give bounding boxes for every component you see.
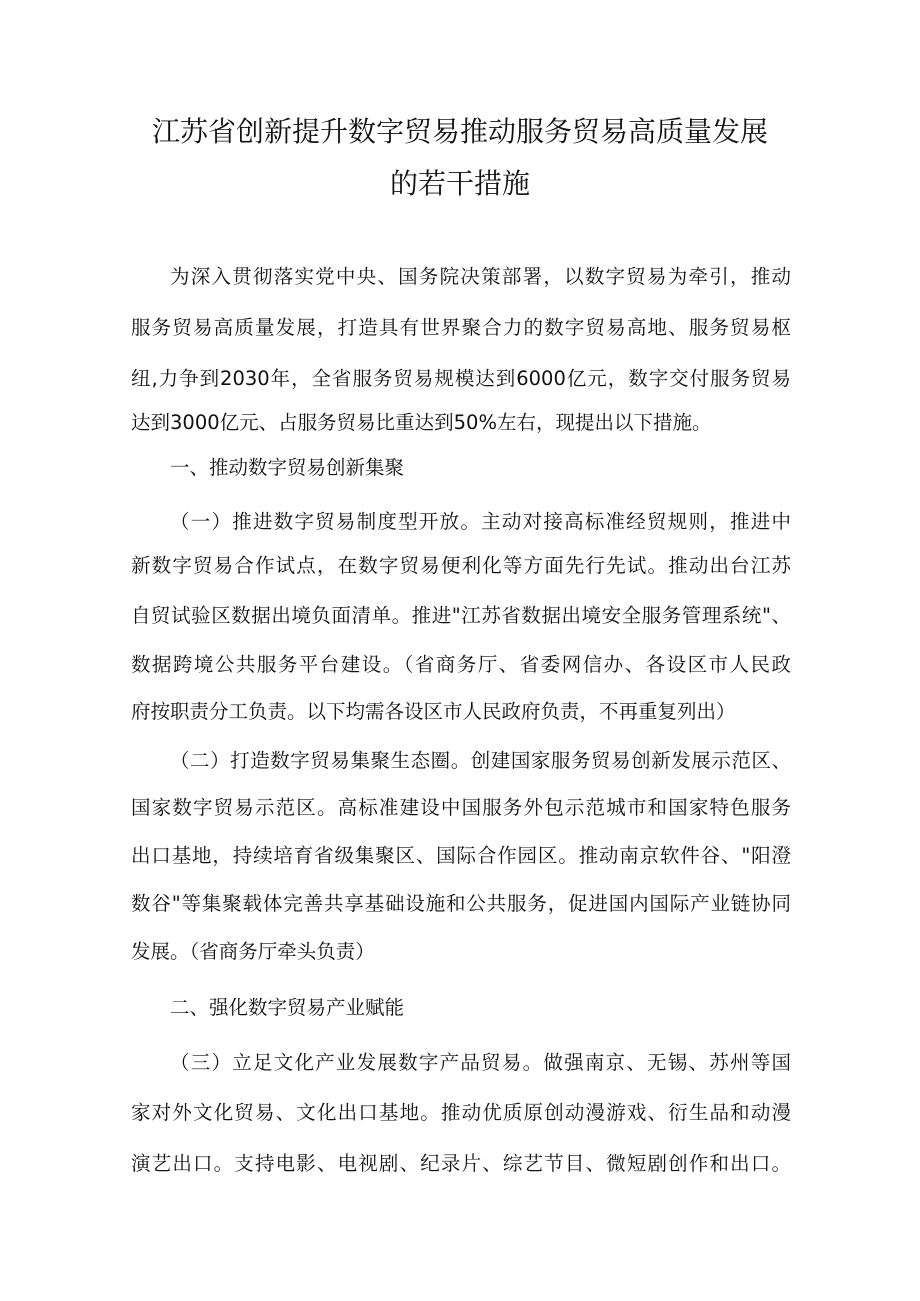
paragraph-line: 数据跨境公共服务平台建设。（省商务厅、省委网信办、各设区市人民政: [131, 653, 791, 676]
paragraph-line: 府按职责分工负责。以下均需各设区市人民政府负责，不再重复列出）: [131, 700, 736, 723]
section-heading: 二、强化数字贸易产业赋能: [170, 996, 405, 1019]
paragraph-line: 自贸试验区数据出境负面清单。推进"江苏省数据出境安全服务管理系统"、: [131, 604, 791, 627]
paragraph-line: 发展。（省商务厅牵头负责）: [131, 940, 375, 963]
paragraph-line: （一）推进数字贸易制度型开放。主动对接高标准经贸规则，推进中: [170, 510, 791, 533]
document-title-line-1: 江苏省创新提升数字贸易推动服务贸易高质量发展: [151, 115, 768, 148]
paragraph-line: 出口基地，持续培育省级集聚区、国际合作园区。推动南京软件谷、"阳澄: [131, 844, 791, 867]
paragraph-line: 演艺出口。支持电影、电视剧、纪录片、综艺节目、微短剧创作和出口。: [131, 1152, 791, 1175]
paragraph-line: 服务贸易高质量发展，打造具有世界聚合力的数字贸易高地、服务贸易枢: [131, 316, 791, 339]
section-heading: 一、推动数字贸易创新集聚: [170, 456, 405, 479]
paragraph-line: 达到3000亿元、占服务贸易比重达到50%左右，现提出以下措施。: [131, 411, 712, 434]
paragraph-line: 国家数字贸易示范区。高标准建设中国服务外包示范城市和国家特色服务: [131, 796, 791, 819]
paragraph-line: （三）立足文化产业发展数字产品贸易。做强南京、无锡、苏州等国: [170, 1051, 791, 1074]
paragraph-line: 纽,力争到2030年，全省服务贸易规模达到6000亿元，数字交付服务贸易: [131, 367, 791, 390]
paragraph-line: 新数字贸易合作试点，在数字贸易便利化等方面先行先试。推动出台江苏: [131, 554, 791, 577]
paragraph-line: 数谷"等集聚载体完善共享基础设施和公共服务，促进国内国际产业链协同: [131, 892, 791, 915]
paragraph-line: 家对外文化贸易、文化出口基地。推动优质原创动漫游戏、衍生品和动漫: [131, 1101, 791, 1124]
paragraph-line: 为深入贯彻落实党中央、国务院决策部署，以数字贸易为牵引，推动: [170, 265, 791, 288]
paragraph-line: （二）打造数字贸易集聚生态圈。创建国家服务贸易创新发展示范区、: [170, 749, 791, 772]
document-title-line-2: 的若干措施: [389, 167, 530, 200]
